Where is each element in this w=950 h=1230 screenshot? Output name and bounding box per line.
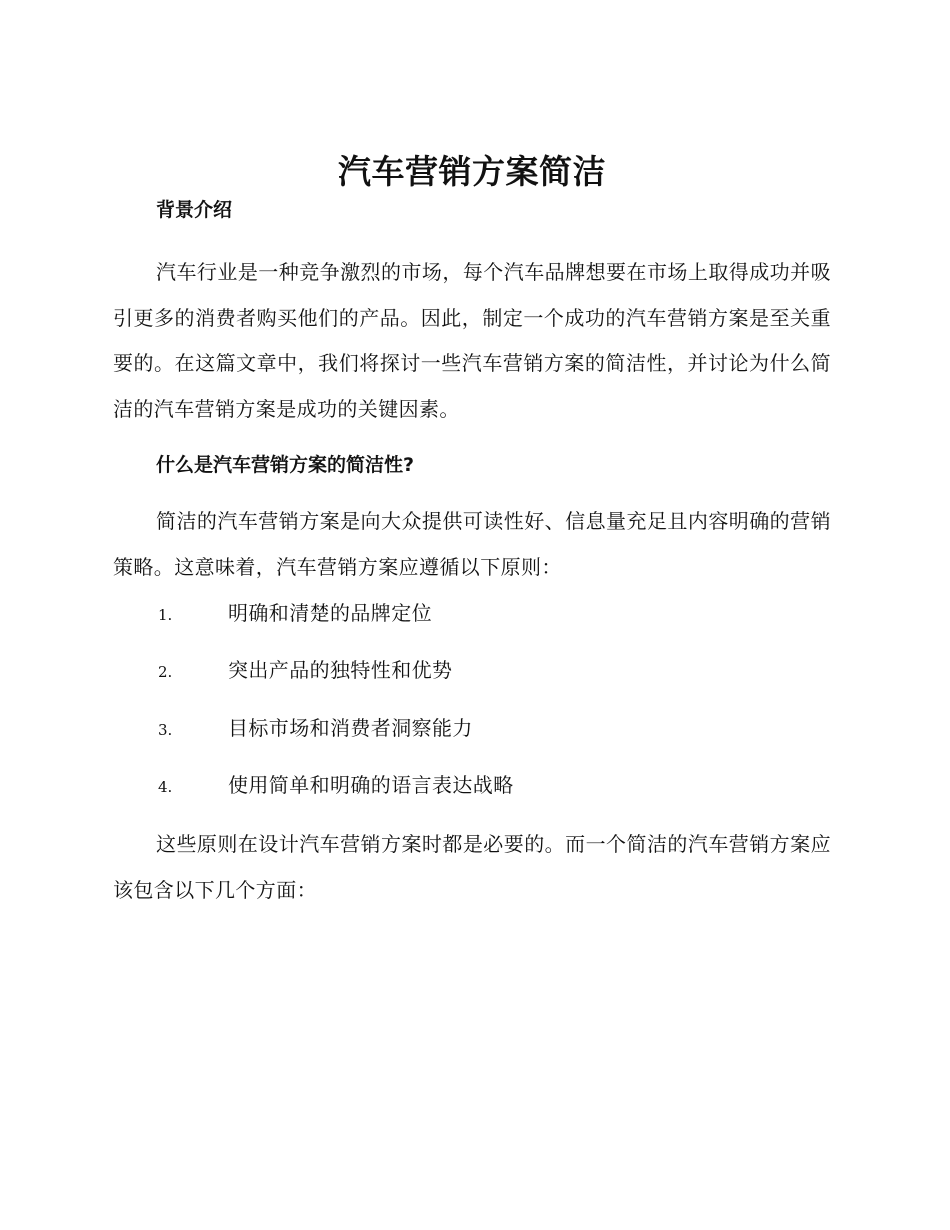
closing-paragraph: 这些原则在设计汽车营销方案时都是必要的。而一个简洁的汽车营销方案应该包含以下几个方面： xyxy=(113,832,831,902)
list-item-number: 1. xyxy=(158,606,173,624)
list-item xyxy=(113,656,831,713)
list-item-text: 使用简单和明确的语言表达战略 xyxy=(228,772,514,797)
list-item-text: 目标市场和消费者洞察能力 xyxy=(228,715,473,740)
list-item-number: 4. xyxy=(158,777,173,796)
list-item xyxy=(113,771,831,828)
list-item-text: 明确和清楚的品牌定位 xyxy=(228,601,432,625)
simplicity-paragraph: 简洁的汽车营销方案是向大众提供可读性好、信息量充足且内容明确的营销策略。这意味着，汽车营销方案应遵循以下原则： xyxy=(113,509,831,579)
background-paragraph: 汽车行业是一种竞争激烈的市场，每个汽车品牌想要在市场上取得成功并吸引更多的消费者购买他们的产品。因此，制定一个成功的汽车营销方案是至关重要的。在这篇文章中，我们将探讨一些汽车营销方案的简洁性，并讨论为什么简洁的汽车营销方案是成功的关键因素。 xyxy=(113,260,831,421)
list-item-number: 2. xyxy=(158,663,173,682)
document-body xyxy=(113,150,831,913)
list-item xyxy=(113,599,831,656)
list-item-text: 突出产品的独特性和优势 xyxy=(228,658,453,683)
list-item-number: 3. xyxy=(158,720,173,739)
document-title: 汽车营销方案简洁 xyxy=(338,152,606,191)
principles-list xyxy=(113,599,831,828)
section-heading-simplicity: 什么是汽车营销方案的简洁性? xyxy=(156,454,415,476)
list-item xyxy=(113,714,831,771)
section-heading-background: 背景介绍 xyxy=(156,199,233,221)
